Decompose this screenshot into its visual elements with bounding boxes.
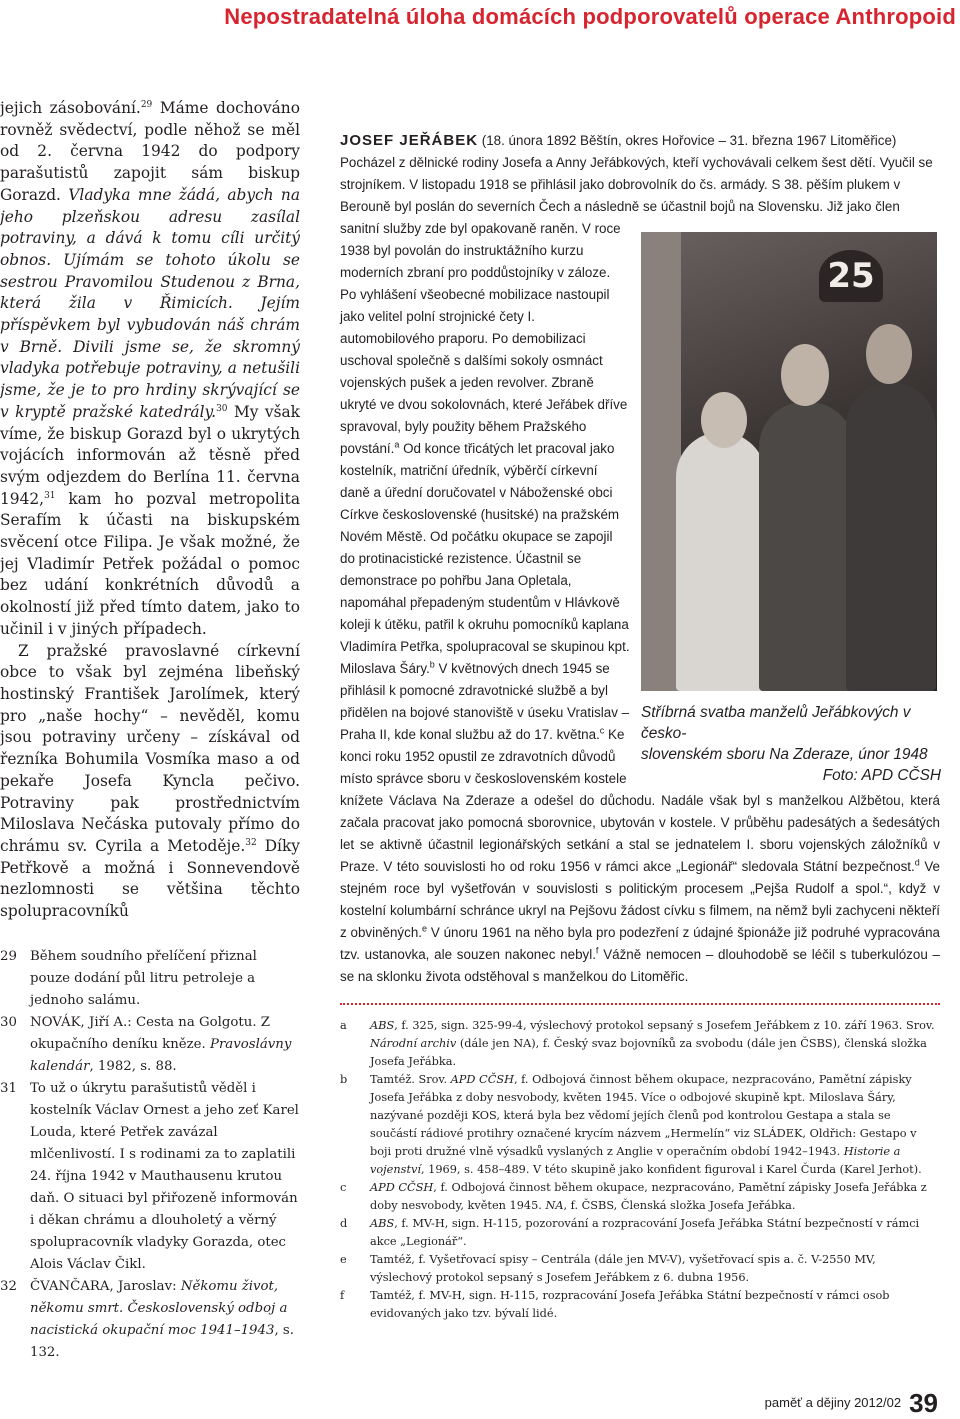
caption-credit: Foto: APD CČSH (822, 767, 941, 784)
note-key: a (340, 1019, 347, 1032)
text-run: Historie a vojenství (370, 1145, 901, 1176)
text-run: , f. ČSBS, Členská složka Josefa Jeřábka. (563, 1199, 796, 1212)
bio-dates: (18. února 1892 Běštín, okres Hořovice – 31. března 1967 Litoměřice) (478, 133, 897, 148)
note-ref-c[interactable]: c (599, 725, 605, 736)
note-text (370, 1251, 940, 1287)
note-d (340, 1215, 940, 1251)
text-run: Tamtéž. Srov. (370, 1073, 451, 1086)
footnote-number: 30 (0, 1015, 17, 1030)
note-b (340, 1071, 940, 1179)
bio-column (340, 218, 630, 790)
text-run: APD CČSH (370, 1181, 434, 1194)
page-footer (765, 1388, 938, 1419)
footnote-31 (0, 1078, 300, 1276)
photo-figure-man (759, 402, 854, 691)
caption-line: slovenském sboru Na Zderaze, únor 1948 (641, 746, 928, 763)
footnote-text (30, 1012, 300, 1078)
text-run: , s. 132. (30, 1323, 294, 1360)
text-run: Někomu život, někomu smrt. Československý odboj a nacistická okupační moc 1941–1943 (30, 1279, 288, 1338)
text-run: Národní archiv (370, 1037, 457, 1050)
note-key: e (340, 1253, 347, 1266)
bio-intro (340, 130, 945, 152)
photo-figure-elder (846, 382, 936, 691)
text-run: ČVANČARA, Jaroslav: (30, 1279, 181, 1294)
photo-figure-woman (676, 432, 766, 691)
footnote-ref-31[interactable]: 31 (44, 490, 56, 501)
note-ref-d[interactable]: d (914, 857, 920, 868)
photo-caption (641, 702, 941, 786)
footnote-text (30, 1276, 300, 1364)
text-run: V květnových dnech 1945 se přihlásil k pomocné zdravotnické službě a byl přidělen na bojové stanoviště v úseku Vratislav – Praha II, kde konal službu až do 17. května. (340, 661, 630, 742)
note-e (340, 1251, 940, 1287)
main-text-column (0, 98, 300, 923)
note-text (370, 1179, 940, 1215)
text-run: APD CČSH (450, 1073, 514, 1086)
quote-text: Vladyka mne žádá, abych na jeho plzeňskou adresu zasílal potraviny, a dává k tomu cíli určitý obnos. Ujímám se tohoto úkolu se sestrou Pravomilou Studenou z Brna, která žila v Řimicích. Jejím příspěvkem byl vybudován náš chrám v Brně. Divili jsme se, že skromný vladyka potřebuje potraviny, a netušili jsme, že je to pro hrdiny skrývající se v kryptě pražské katedrály. (0, 185, 300, 421)
note-c (340, 1179, 940, 1215)
text-run: Máme dochováno rovněž svědectví, podle něhož se měl od 2. června 1942 do podpory parašutistů zapojit sám biskup Gorazd. (0, 99, 300, 204)
note-text (370, 1071, 940, 1179)
note-text (370, 1287, 940, 1323)
note-ref-e[interactable]: e (422, 923, 428, 934)
text-run: Tamtéž, f. MV-H, sign. H-115, rozpracování Josefa Jeřábka Státní bezpečností v rámci osob evidovaných jako tzv. bývalí lidé. (370, 1289, 890, 1320)
note-text (370, 1215, 940, 1251)
text-run: Vážně nemocen – dlouhodobě se léčil s tuberkulózou – se na sklonku života odstěhoval s manželkou do Litoměřic. (340, 947, 940, 984)
footnote-number: 32 (0, 1279, 17, 1294)
text-run: (dále jen NA), f. Český svaz bojovníků za svobodu (dále jen ČSBS), členská složka Josefa Jeřábka. (370, 1037, 927, 1068)
photo-sign: 25 (819, 250, 883, 302)
note-key: c (340, 1181, 347, 1194)
paragraph-2 (0, 641, 300, 923)
text-run: , f. 325, sign. 325-99-4, výslechový protokol sepsaný s Josefem Jeřábkem z 10. září 1963. Srov. (394, 1019, 935, 1032)
footnote-text: To už o úkrytu parašutistů věděl i kostelník Václav Ornest a jeho zeť Karel Louda, které Petřek zavázal mlčenlivostí. I s rodinami za to zaplatili 24. října 1942 v Mauthausenu krutou daň. O situaci byl přiřozeně informován i děkan chrámu a dlouholetý a věrný spolupracovník vladyky Gorazda, otec Alois Václav Čikl. (30, 1081, 299, 1272)
bio-continuation (340, 790, 940, 988)
photo-door (641, 232, 681, 691)
text-run: Díky Petřkově a možná i Sonnevendově nezlomnosti se většina těchto spolupracovníků (0, 836, 300, 921)
footnote-30 (0, 1012, 300, 1078)
note-ref-f[interactable]: f (595, 945, 599, 956)
text-run: knížete Václava Na Zderaze a odešel do důchodu. Nadále však byl s manželkou Alžbětou, která začala pracovat jako pomocná sborovnice, ubytován v kostele. V průběhu padesátých a šedesátých let se aktivně účastnil legionářských setkání a stal se jednatelem I. sboru vojenských záložníků v Praze. V této souvislosti ho od roku 1956 v rámci akce „Legionář“ sledovala Státní bezpečnost. (340, 793, 940, 874)
journal-name: paměť a dějiny 2012/02 (764, 1394, 902, 1410)
photo-head (781, 344, 829, 406)
photo-head (701, 392, 747, 448)
text-run: Z pražské pravoslavné církevní obce to však byl zejména libeňský hostinský František Jarolímek, který pro „naše hochy“ – nevěděl, komu jsou potraviny určeny – získával od řezníka Bohumila Vosmíka maso a od pekaře Josefa Kyncla pečivo. Potraviny pak prostřednictvím Miloslava Nečáska putovaly přímo do chrámu sv. Cyrila a Metoděje. (0, 641, 300, 855)
text-run: sanitní služby zde byl opakovaně raněn. V roce 1938 byl povolán do instruktážního kurzu moderních zbraní pro poddůstojníky v záloze. Po vyhlášení všeobecné mobilizace nastoupil jako velitel polní strojnické čety I. automobilového praporu. Po demobilizaci uschoval společně s dalšími sokoly osmnáct vojenských pušek a jeden revolver. Zbraně ukryté ve dvou sokolovnách, které Jeřábek dříve spravoval, byly použity během Pražského povstání. (340, 221, 628, 456)
bio-text: Pocházel z dělnické rodiny Josefa a Anny Jeřábkových, kteří vychovávali celkem šest dětí. Vyučil se strojníkem. V listopadu 1918 se přihlásil jako dobrovolník do čs. armády. S 38. pěším plukem v Berouně byl poslán do severních Čech a následně se účastnil bojů na Slovensku. Již jako člen (340, 155, 933, 214)
footnote-text: Během soudního přelíčení přiznal pouze dodání půl litru petroleje a jednoho salámu. (30, 949, 257, 1008)
text-run: Ke konci roku 1952 opustil ze zdravotních důvodů místo správce sboru v československém kostele (340, 727, 627, 786)
text-run: Ve stejném roce byl vyšetřován v souvislosti s politickým procesem „Pejša Rudolf a spol.“, když v kostelní kolumbární schránce ukryl na Pejšovu žádost cívku s filmem, na němž byli zachyceni někteří z obviněných. (340, 859, 940, 940)
text-run: Od konce třicátých let pracoval jako kostelník, matriční úředník, výběrčí církevní daně a úřední doručovatel v Náboženské obci Církve československé (husitské) na pražském Novém Městě. Od počátku okupace se zapojil do protinacistické rezistence. Účastnil se demonstrace po pohřbu Jana Opletala, napomáhal přepadeným studentům v Hlávkově koleji k útěku, patřil k okruhu pomocníků kaplana Vladimíra Petřka, spolupracoval se skupinou kpt. Miloslava Šáry. (340, 441, 630, 676)
note-f (340, 1287, 940, 1323)
text-run: NOVÁK, Jiří A.: Cesta na Golgotu. Z okupačního deníku kněze. (30, 1015, 271, 1052)
text-run: , f. Odbojová činnost během okupace, nezpracováno, Pamětní zápisky Josefa Jeřábka z doby nesvobody, květen 1945. Více o odbojové skupině kpt. Miloslava Šáry, nazývané později KOS, která byla bez vědomí jejích členů pod kontrolou Gestapa a stala se součástí rádiové protihry označené krycím názvem „Hermelín“ viz SLÁDEK, Oldřich: Gestapo v boji proti družné vlně výsadků vyslaných z Anglie v operačním období 1942–1943. (370, 1073, 917, 1158)
note-key: b (340, 1073, 348, 1086)
dotted-divider (340, 1003, 940, 1005)
photo-head (866, 324, 912, 384)
text-run: NA (545, 1199, 564, 1212)
running-title: Nepostradatelná úloha domácích podporovatelů operace Anthropoid (224, 4, 956, 29)
text-run: , f. Odbojová činnost během okupace, nezpracováno, Pamětní zápisky Josefa Jeřábka z doby nesvobody, květen 1945. (370, 1181, 927, 1212)
caption-line: Stříbrná svatba manželů Jeřábkových v česko- (641, 704, 911, 742)
text-run: ABS (370, 1217, 395, 1230)
note-key: f (340, 1289, 345, 1302)
bio-name: JOSEF JEŘÁBEK (340, 132, 479, 149)
text-run: Pravoslávny kalendár (30, 1037, 292, 1074)
text-run: My však víme, že biskup Gorazd byl o ukrytých vojácích informován až těsně před svým odjezdem do Berlína 11. června 1942, (0, 402, 300, 508)
text-run: kam ho pozval metropolita Serafím k účasti na biskupském svěcení otce Filipa. Je však možné, že jej Vladimír Petřek požádal o pomoc bez udání konkrétních důvodů a okolností již před tímto datem, jako to učinil i v jiných případech. (0, 489, 300, 638)
text-run: Tamtéž, f. Vyšetřovací spisy – Centrála (dále jen MV-V), vyšetřovací spis a. č. V-2550 MV, výslechový protokol sepsaný s Josefem Jeřábkem z 6. dubna 1956. (370, 1253, 876, 1284)
footnote-number: 31 (0, 1081, 17, 1096)
footnote-ref-32[interactable]: 32 (245, 837, 257, 848)
page-number: 39 (909, 1388, 938, 1418)
text-run: , f. MV-H, sign. H-115, pozorování a rozpracování Josefa Jeřábka Státní bezpečností v rámci akce „Legionář“. (370, 1217, 920, 1248)
footnote-ref-29[interactable]: 29 (140, 99, 153, 110)
bio-header (340, 130, 945, 218)
text-run: ABS (370, 1019, 395, 1032)
footnote-ref-30[interactable]: 30 (216, 403, 228, 414)
note-ref-b[interactable]: b (429, 659, 435, 670)
note-text (370, 1017, 940, 1071)
footnote-32 (0, 1276, 300, 1364)
text-run: , 1969, s. 458–489. V této skupině jako konfident figuroval i Karel Čurda (Karel Jerhot). (420, 1163, 922, 1176)
page-header (0, 0, 960, 90)
text-run: jejich zásobování. (0, 99, 141, 117)
note-key: d (340, 1217, 348, 1230)
note-a (340, 1017, 940, 1071)
text-run: V únoru 1961 na něho byla pro podezření z údajné špionáže již podruhé vypracována tzv. ustanovka, ale souzen nakonec nebyl. (340, 925, 940, 962)
text-run: , 1982, s. 88. (89, 1059, 177, 1074)
footnotes-left (0, 946, 300, 1364)
bio-notes (340, 1017, 940, 1323)
footnote-number: 29 (0, 949, 17, 964)
note-ref-a[interactable]: a (394, 439, 400, 450)
footnote-29 (0, 946, 300, 1012)
wedding-photo (641, 232, 937, 691)
paragraph-1 (0, 98, 300, 641)
